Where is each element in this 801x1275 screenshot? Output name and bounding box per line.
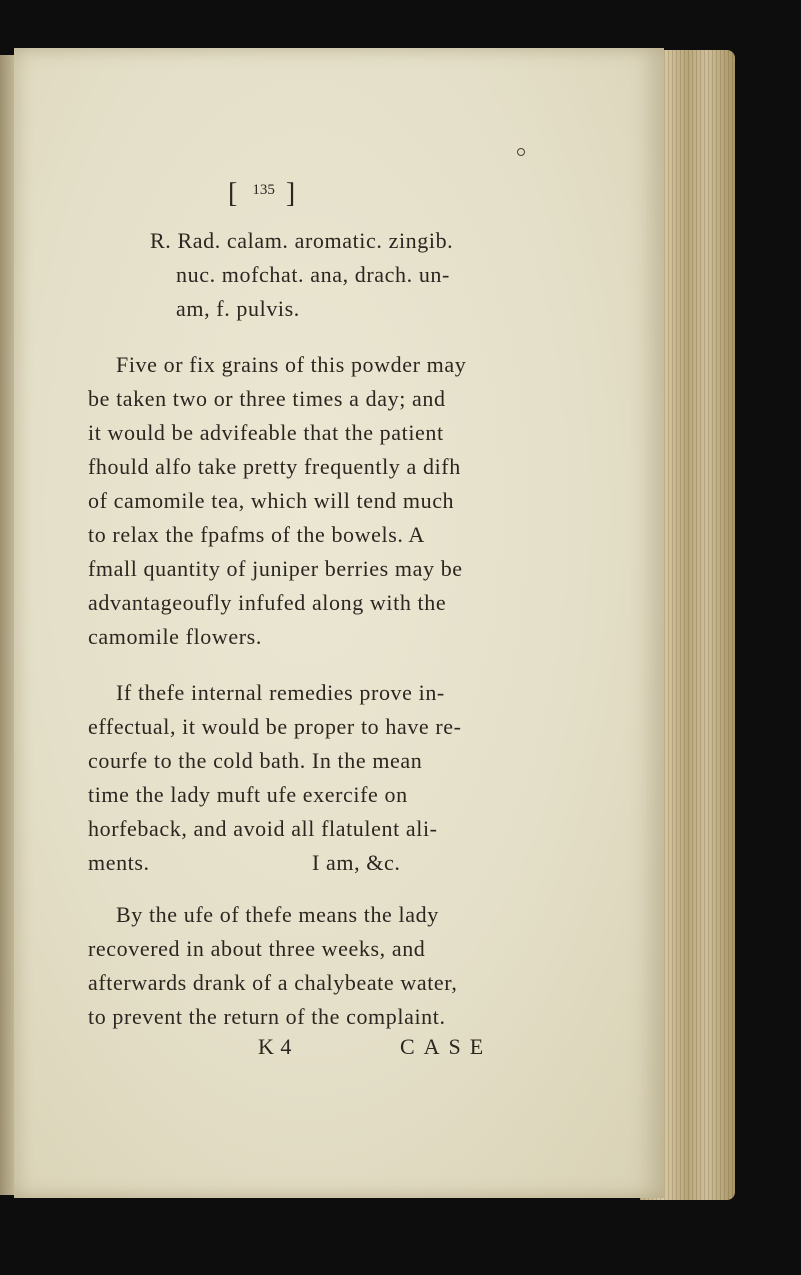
- text-line: If thefe internal remedies prove in-: [116, 680, 445, 705]
- closing-line: I am, &c.: [312, 850, 401, 875]
- text-line: it would be advifeable that the patient: [88, 420, 444, 445]
- text-line: time the lady muft ufe exercife on: [88, 782, 408, 807]
- page-header: [228, 178, 299, 210]
- text-line: By the ufe of thefe means the lady: [116, 902, 439, 927]
- text-line: fhould alfo take pretty frequently a difh: [88, 454, 461, 479]
- page-number: 135: [252, 181, 275, 198]
- text-line: to relax the fpafms of the bowels. A: [88, 522, 425, 547]
- text-line: effectual, it would be proper to have re-: [88, 714, 462, 739]
- right-bracket: ]: [285, 178, 300, 209]
- text-line: am, f. pulvis.: [176, 296, 300, 321]
- catchword: CASE: [400, 1034, 493, 1059]
- text-line: advantageoufly infufed along with the: [88, 590, 447, 615]
- text-line: afterwards drank of a chalybeate water,: [88, 970, 458, 995]
- text-line: be taken two or three times a day; and: [88, 386, 446, 411]
- text-line: R. Rad. calam. aromatic. zingib.: [150, 228, 454, 253]
- text-line: recovered in about three weeks, and: [88, 936, 426, 961]
- text-line: to prevent the return of the complaint.: [88, 1004, 446, 1029]
- left-bracket: [: [228, 178, 242, 209]
- text-line: Five or fix grains of this powder may: [116, 352, 467, 377]
- text-line: camomile flowers.: [88, 624, 262, 649]
- text-line: courfe to the cold bath. In the mean: [88, 748, 423, 773]
- text-line: fmall quantity of juniper berries may be: [88, 556, 463, 581]
- text-line: of camomile tea, which will tend much: [88, 488, 455, 513]
- signature-mark: K 4: [258, 1034, 292, 1059]
- text-line: nuc. mofchat. ana, drach. un-: [176, 262, 450, 287]
- text-line: ments.: [88, 850, 150, 875]
- paper-speck: [517, 148, 525, 156]
- text-line: horfeback, and avoid all flatulent ali-: [88, 816, 438, 841]
